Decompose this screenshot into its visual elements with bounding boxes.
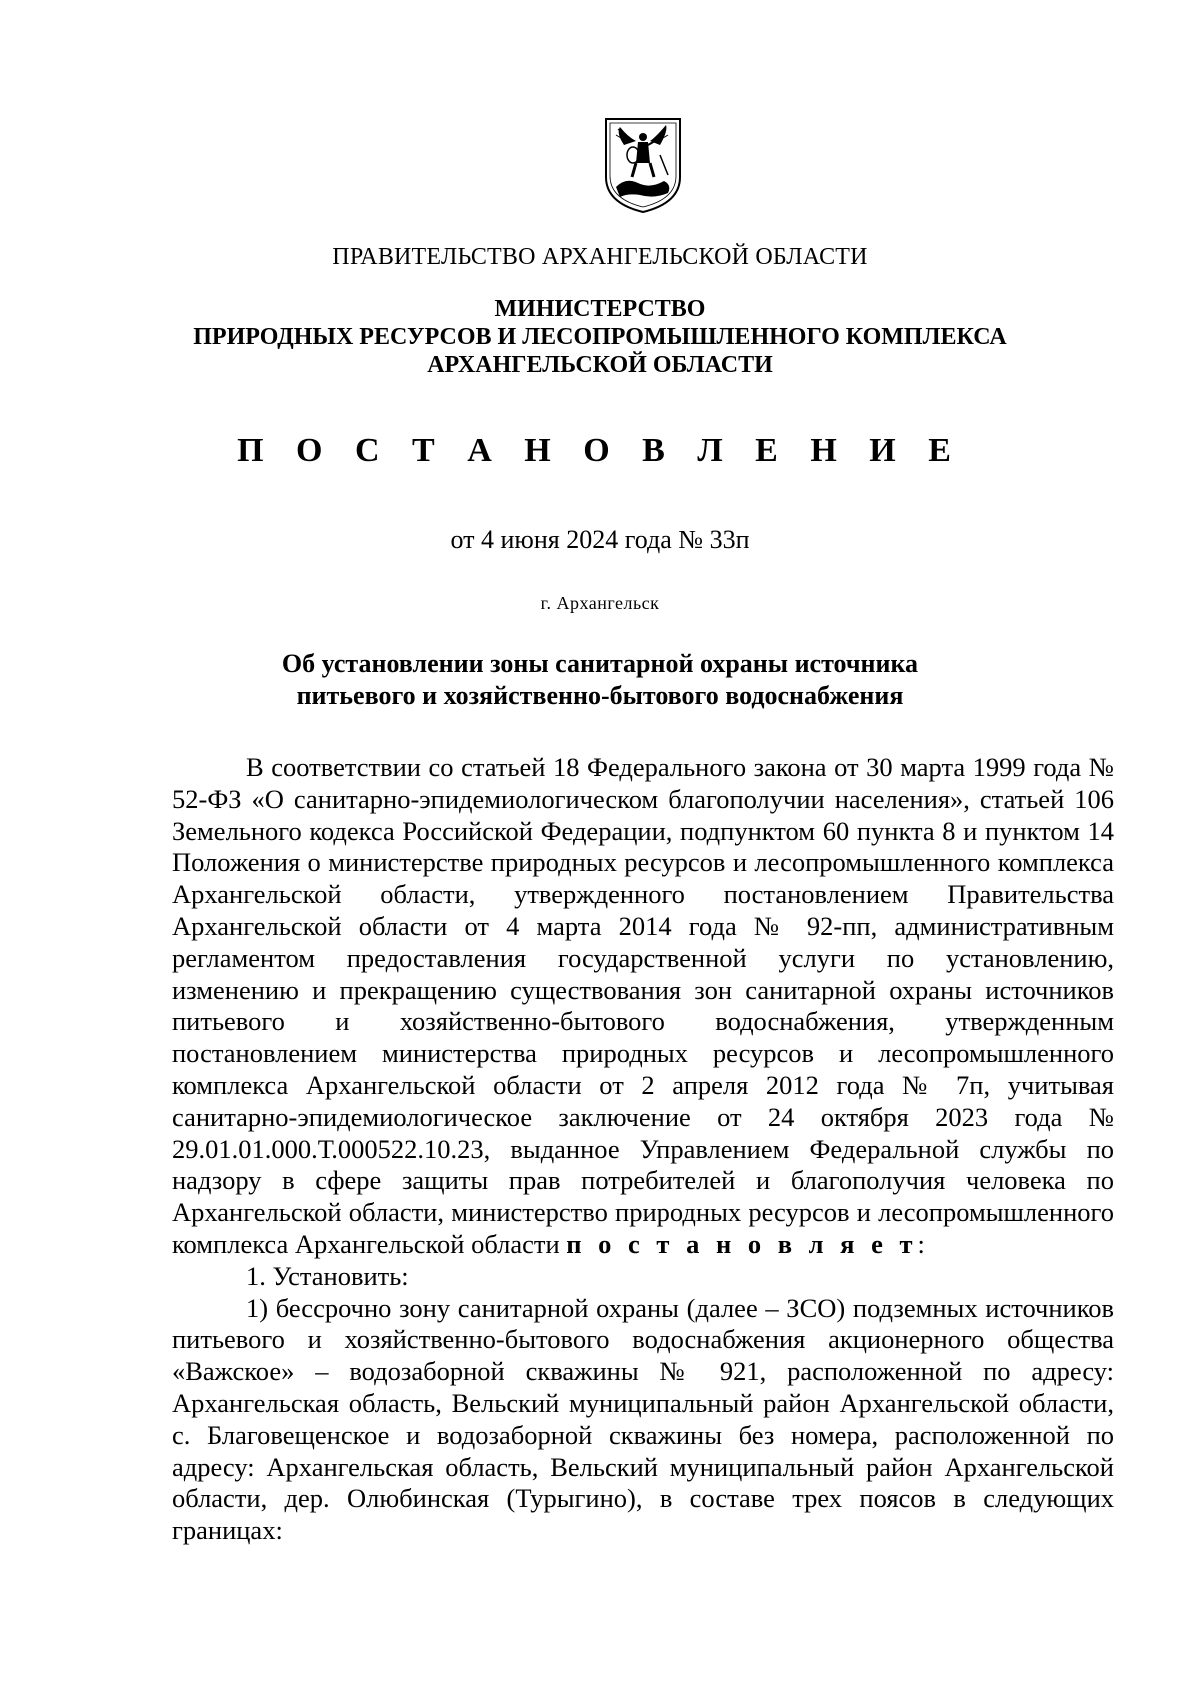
resolves-word: п о с т а н о в л я е т: [566, 1228, 918, 1259]
ministry-line-3: АРХАНГЕЛЬСКОЙ ОБЛАСТИ: [427, 352, 773, 378]
document-body: [172, 752, 1114, 1547]
item-1-1: 1) бессрочно зону санитарной охраны (далее – ЗСО) подземных источников питьевого и хозяйственно-бытового водоснабжения акционерного общества «Важское» – водозаборной скважины № 921, расположенной по адресу: Архангельская область, Вельский муниципальный район Архангельской области, с. Благовещенское и водозаборной скважины без номера, расположенной по адресу: Архангельская область, Вельский муниципальный район Архангельской области, дер. Олюбинская (Турыгино), в составе трех поясов в следующих границах:: [172, 1292, 1114, 1546]
resolves-colon: :: [917, 1228, 925, 1259]
ministry-title: [0, 295, 1200, 379]
ministry-line-1: МИНИСТЕРСТВО: [494, 296, 706, 322]
document-city: г. Архангельск: [540, 593, 660, 613]
document-date-number: от 4 июня 2024 года № 33п: [450, 525, 750, 554]
preamble-paragraph: [172, 752, 1114, 1261]
document-type: П О С Т А Н О В Л Е Н И Е: [237, 432, 963, 469]
item-1: 1. Установить:: [246, 1260, 409, 1291]
preamble-text: В соответствии со статьей 18 Федерального закона от 30 марта 1999 года № 52-ФЗ «О санитарно-эпидемиологическом благополучии населения», статьей 106 Земельного кодекса Российской Федерации, подпунктом 60 пункта 8 и пунктом 14 Положения о министерстве природных ресурсов и лесопромышленного комплекса Архангельской области, утвержденного постановлением Правительства Архангельской области от 4 марта 2014 года № 92-пп, административным регламентом предоставления государственной услуги по установлению, изменению и прекращению существования зон санитарной охраны источников питьевого и хозяйственно-бытового водоснабжения, утвержденным постановлением министерства природных ресурсов и лесопромышленного комплекса Архангельской области от 2 апреля 2012 года № 7п, учитывая санитарно-эпидемиологическое заключение от 24 октября 2023 года № 29.01.01.000.Т.000522.10.23, выданное Управлением Федеральной службы по надзору в сфере защиты прав потребителей и благополучия человека по Архангельской области, министерство природных ресурсов и лесопромышленного комплекса Архангельской области: [172, 752, 1114, 1259]
coat-of-arms-icon: [602, 115, 684, 215]
subject-line-1: Об установлении зоны санитарной охраны источника: [281, 649, 919, 678]
ministry-line-2: ПРИРОДНЫХ РЕСУРСОВ И ЛЕСОПРОМЫШЛЕННОГО КОМПЛЕКСА: [193, 324, 1007, 350]
document-subject: [0, 648, 1200, 712]
subject-line-2: питьевого и хозяйственно-бытового водоснабжения: [296, 681, 904, 710]
government-title: ПРАВИТЕЛЬСТВО АРХАНГЕЛЬСКОЙ ОБЛАСТИ: [332, 244, 868, 270]
